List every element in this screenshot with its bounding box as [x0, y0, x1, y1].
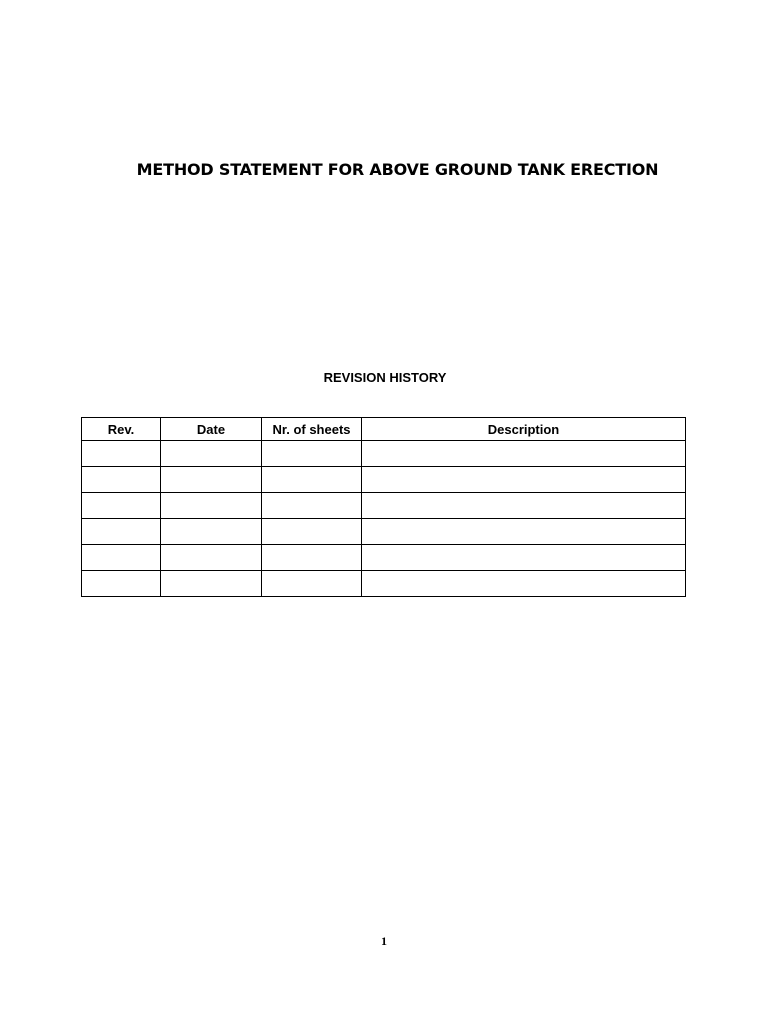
- table-cell: [161, 493, 262, 519]
- table-cell: [82, 441, 161, 467]
- column-header-rev: Rev.: [82, 418, 161, 441]
- table-cell: [362, 571, 686, 597]
- table-cell: [262, 441, 362, 467]
- table-row: [82, 545, 686, 571]
- revision-history-heading: REVISION HISTORY: [323, 370, 447, 385]
- table-cell: [262, 571, 362, 597]
- table-cell: [161, 467, 262, 493]
- table-row: [82, 467, 686, 493]
- revision-history-table: [81, 417, 686, 597]
- table-header-row: [82, 418, 686, 441]
- table-cell: [262, 467, 362, 493]
- column-header-description: Description: [362, 418, 686, 441]
- table-row: [82, 493, 686, 519]
- table-cell: [362, 545, 686, 571]
- table-cell: [262, 519, 362, 545]
- table-cell: [362, 493, 686, 519]
- table-cell: [161, 441, 262, 467]
- table-cell: [161, 545, 262, 571]
- table-cell: [262, 493, 362, 519]
- table-row: [82, 441, 686, 467]
- column-header-date: Date: [161, 418, 262, 441]
- table-row: [82, 571, 686, 597]
- table-cell: [82, 493, 161, 519]
- table-cell: [82, 467, 161, 493]
- document-title: METHOD STATEMENT FOR ABOVE GROUND TANK ERECTION: [136, 160, 659, 179]
- table-cell: [82, 571, 161, 597]
- page-number: 1: [381, 934, 387, 948]
- column-header-sheets: Nr. of sheets: [262, 418, 362, 441]
- table-cell: [262, 545, 362, 571]
- table-cell: [362, 441, 686, 467]
- table-cell: [161, 571, 262, 597]
- table-cell: [161, 519, 262, 545]
- table-cell: [362, 519, 686, 545]
- table-cell: [82, 519, 161, 545]
- table-cell: [82, 545, 161, 571]
- table-cell: [362, 467, 686, 493]
- table-row: [82, 519, 686, 545]
